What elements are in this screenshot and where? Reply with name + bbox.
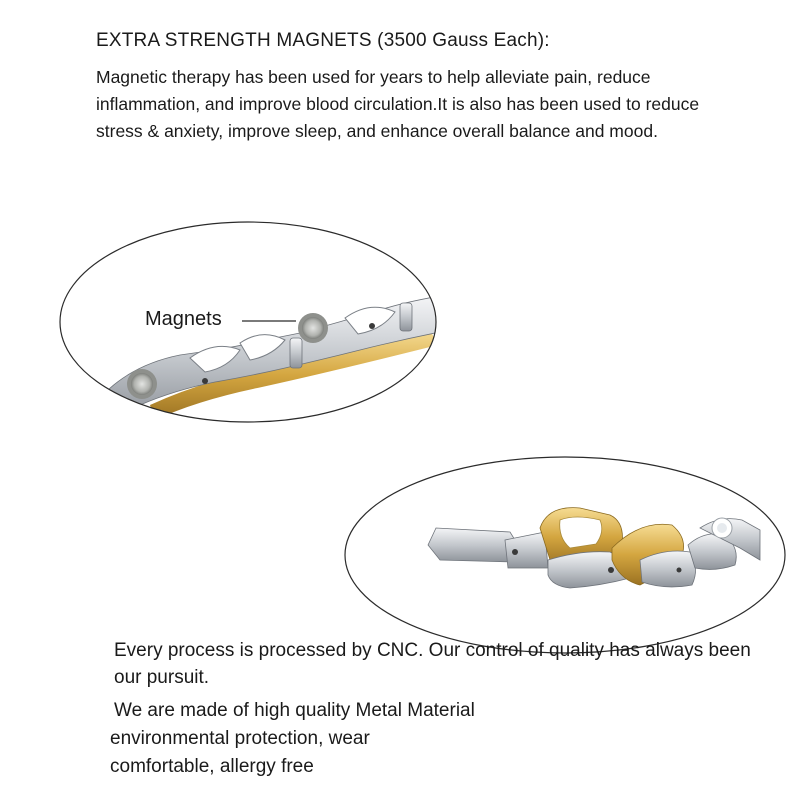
material-line-2: environmental protection, wear [110,728,370,749]
magnets-callout-label: Magnets [145,308,222,330]
clasp-closeup-ellipse [345,457,785,653]
bracelet-clasp-closeup [428,508,760,588]
intro-paragraph: Magnetic therapy has been used for years to help alleviate pain, reduce inflammation, and improve blood circulation.It is also has been used to reduce stress & anxiety, improve sleep, and enhance overall balance and mood. [96,67,700,141]
material-line-1: We are made of high quality Metal Material [114,700,475,721]
process-paragraph: Every process is processed by CNC. Our control of quality has always been our pursuit. [114,640,751,688]
material-line-3: comfortable, allergy free [110,756,314,777]
magnet-closeup-ellipse [60,222,440,440]
heading: EXTRA STRENGTH MAGNETS (3500 Gauss Each): [96,30,550,51]
material-paragraph [110,697,570,781]
